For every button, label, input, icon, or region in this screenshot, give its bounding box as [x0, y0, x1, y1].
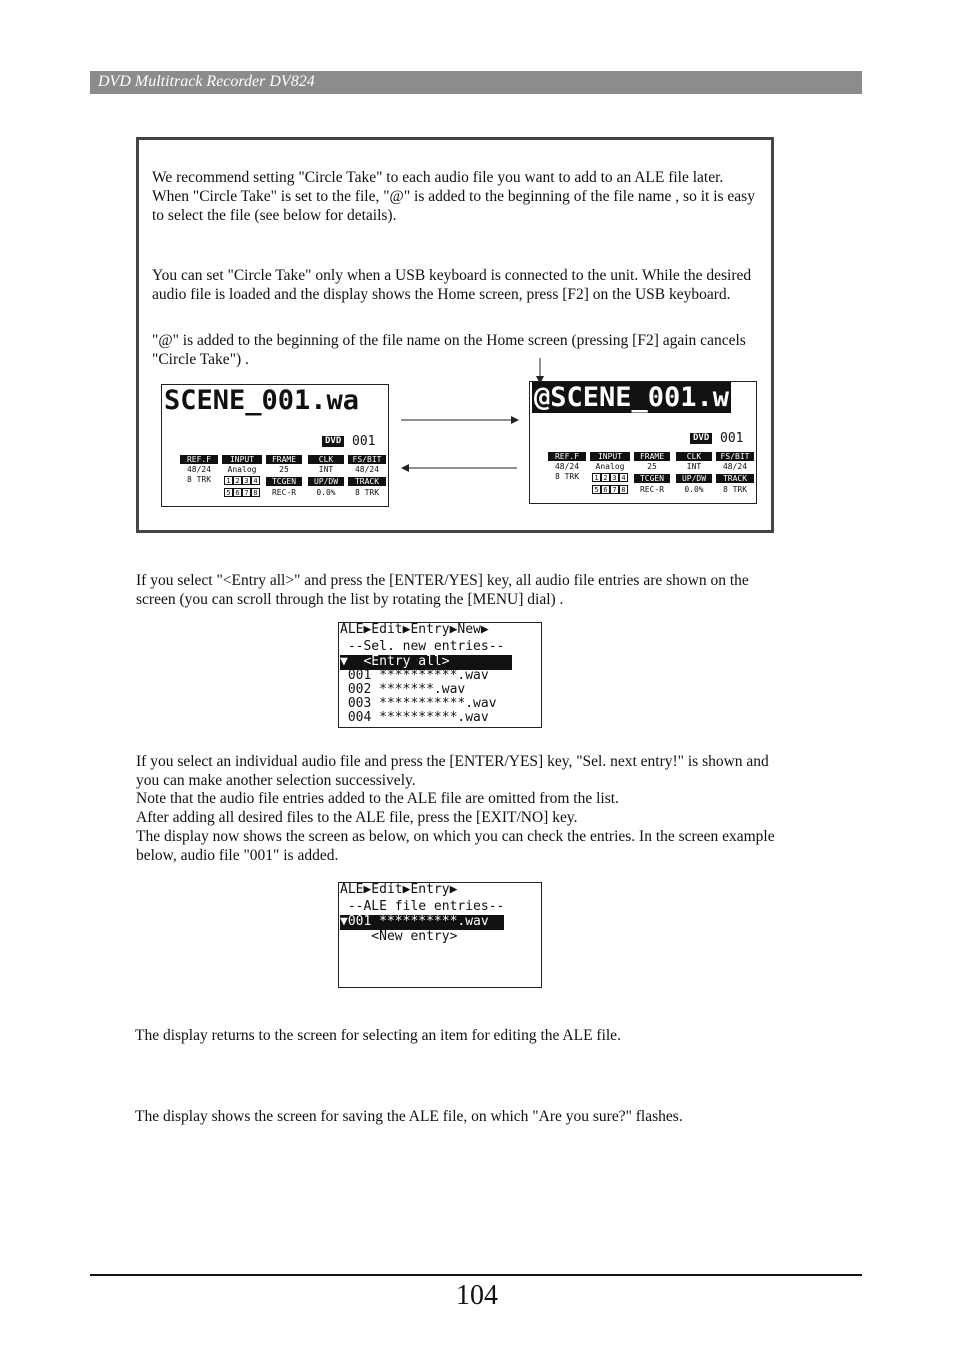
lcd-file-entries	[338, 882, 542, 988]
col-val-ref-1: 48/24	[554, 462, 580, 471]
col-val-ref-2: 8 TRK	[554, 472, 580, 481]
col-head-ref: REF.F	[548, 452, 586, 461]
para-exit: After adding all desired files to the ALE file, press the [EXIT/NO] key.	[136, 809, 578, 826]
para-returns: The display returns to the screen for selecting an item for editing the ALE file.	[135, 1027, 621, 1044]
track-cell: 1	[224, 476, 233, 485]
dvd-number: 001	[352, 434, 376, 449]
lcd-line-breadcrumb: ALE▶Edit▶Entry▶New▶	[340, 622, 489, 637]
lcd-line-heading: --Sel. new entries--	[340, 639, 505, 654]
col-head-clk: CLK	[308, 455, 344, 464]
para-omitted: Note that the audio file entries added to the ALE file are omitted from the list.	[136, 790, 619, 807]
dvd-badge: DVD	[690, 433, 712, 444]
col-val-fsbit-3: 8 TRK	[354, 488, 380, 497]
home-filename-circle-take: @SCENE_001.w	[534, 382, 730, 413]
arrow-left-head	[401, 464, 409, 472]
note-para-1: We recommend setting "Circle Take" to each audio file you want to add to an ALE file later. When "Circle Take" is set to the file, "@" is added to the beginning of the file name , so it is easy to select the file (see below for details).	[152, 169, 755, 224]
track-cell: 4	[619, 473, 628, 482]
lcd-line-breadcrumb: ALE▶Edit▶Entry▶	[340, 882, 458, 897]
col-head-tcgen: TCGEN	[634, 474, 670, 483]
header-title: DVD Multitrack Recorder DV824	[98, 73, 315, 90]
lcd-line-entry: 001 **********.wav	[340, 668, 489, 683]
arrow-pair	[397, 410, 522, 474]
track-cell: 2	[601, 473, 610, 482]
track-cell: 3	[242, 476, 251, 485]
track-cell: 2	[233, 476, 242, 485]
col-val-clk-3: 0.0%	[684, 485, 704, 494]
home-screen-before	[161, 384, 389, 507]
col-val-clk-1: INT	[686, 462, 702, 471]
lcd-line-heading: --ALE file entries--	[340, 899, 505, 914]
track-cell: 4	[251, 476, 260, 485]
arrow-right-head	[511, 416, 519, 424]
para-entry-all: If you select "<Entry all>" and press the [ENTER/YES] key, all audio file entries are shown on the screen (you can scroll through the list by rotating the [MENU] dial) .	[136, 572, 749, 608]
col-head-ref: REF.F	[180, 455, 218, 464]
col-head-updw: UP/DW	[676, 474, 712, 483]
col-val-ref-2: 8 TRK	[186, 475, 212, 484]
col-head-tcgen: TCGEN	[266, 477, 302, 486]
lcd-line-entry-all: ▼ <Entry all>	[340, 654, 513, 669]
lcd-line-entry: 002 *******.wav	[340, 682, 466, 697]
col-val-input-1: Analog	[227, 465, 257, 474]
para-individual: If you select an individual audio file and press the [ENTER/YES] key, "Sel. next entry!" is shown and you can make another selection successively.	[136, 753, 769, 789]
col-head-input: INPUT	[590, 452, 630, 461]
col-val-fsbit-1: 48/24	[722, 462, 748, 471]
col-val-frame-1: 25	[279, 465, 289, 474]
track-cell: 1	[592, 473, 601, 482]
col-head-updw: UP/DW	[308, 477, 344, 486]
col-val-frame-1: 25	[647, 462, 657, 471]
col-val-ref-1: 48/24	[186, 465, 212, 474]
track-cell: 6	[601, 485, 610, 494]
track-cell: 3	[610, 473, 619, 482]
track-cell: 7	[242, 488, 251, 497]
col-val-fsbit-1: 48/24	[354, 465, 380, 474]
col-val-frame-3: REC-R	[639, 485, 665, 494]
col-head-track: TRACK	[348, 477, 386, 486]
lcd-new-entries	[338, 622, 542, 728]
home-screen-after	[529, 381, 757, 504]
lcd-line-entry: 003 ***********.wav	[340, 696, 497, 711]
col-head-fsbit: FS/BIT	[716, 452, 754, 461]
footer-rule	[90, 1274, 862, 1276]
col-head-input: INPUT	[222, 455, 262, 464]
header-bar	[90, 71, 862, 94]
dvd-badge: DVD	[322, 436, 344, 447]
note-para-3: "@" is added to the beginning of the file name on the Home screen (pressing [F2] again cancels "Circle Take") .	[152, 332, 746, 368]
note-para-2: You can set "Circle Take" only when a USB keyboard is connected to the unit. While the desired audio file is loaded and the display shows the Home screen, press [F2] on the USB keyboard.	[152, 267, 752, 303]
track-cell: 8	[619, 485, 628, 494]
para-saving: The display shows the screen for saving the ALE file, on which "Are you sure?" flashes.	[135, 1108, 683, 1125]
col-val-input-1: Analog	[595, 462, 625, 471]
track-cell: 6	[233, 488, 242, 497]
home-filename: SCENE_001.wa	[164, 385, 360, 416]
col-head-fsbit: FS/BIT	[348, 455, 386, 464]
col-val-fsbit-3: 8 TRK	[722, 485, 748, 494]
para-display: The display now shows the screen as below, on which you can check the entries. In the screen example below, audio file "001" is added.	[136, 828, 775, 864]
col-head-frame: FRAME	[634, 452, 670, 461]
dvd-number: 001	[720, 431, 744, 446]
track-cell: 5	[224, 488, 233, 497]
page-number: 104	[456, 1280, 498, 1311]
col-head-clk: CLK	[676, 452, 712, 461]
lcd-line-selected-entry: ▼001 **********.wav	[340, 914, 505, 929]
col-val-frame-3: REC-R	[271, 488, 297, 497]
track-cell: 5	[592, 485, 601, 494]
track-cell: 7	[610, 485, 619, 494]
lcd-line-entry: 004 **********.wav	[340, 710, 489, 725]
lcd-line-new-entry: <New entry>	[340, 929, 458, 944]
col-val-clk-3: 0.0%	[316, 488, 336, 497]
track-cell: 8	[251, 488, 260, 497]
circle-take-note-box	[136, 137, 774, 533]
col-head-track: TRACK	[716, 474, 754, 483]
col-head-frame: FRAME	[266, 455, 302, 464]
col-val-clk-1: INT	[318, 465, 334, 474]
